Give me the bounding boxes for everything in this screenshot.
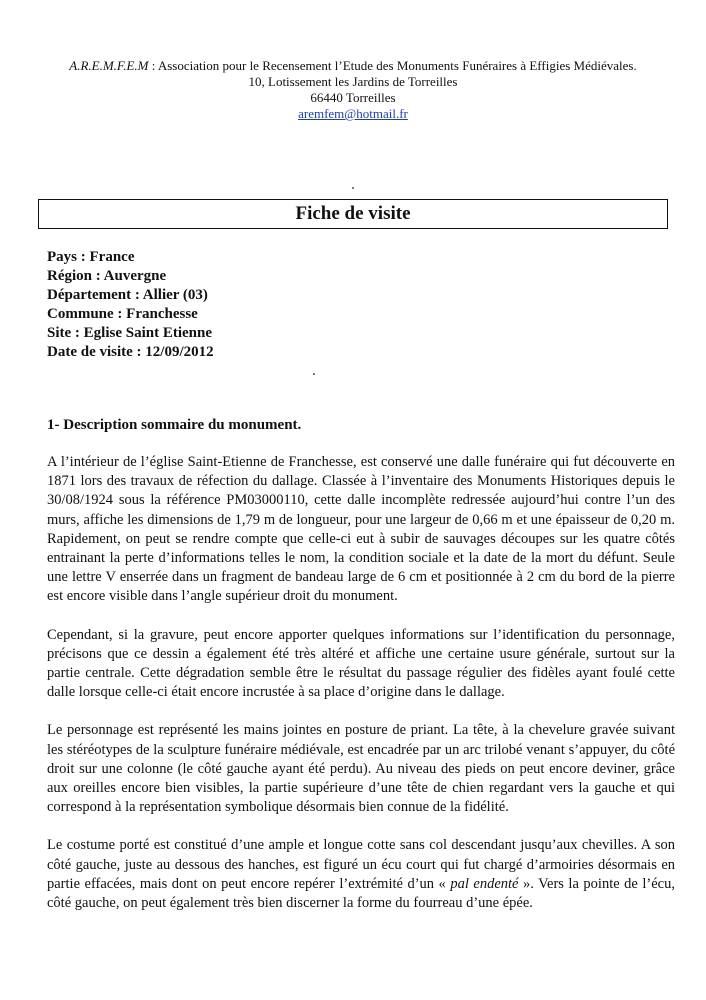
address-line-2: 66440 Torreilles — [310, 90, 396, 105]
paragraph-4-text-b: ». Vers la pointe de l’écu, côté gauche, on peut également très bien discerner la forme du fourreau d’une épée. — [47, 875, 675, 912]
email-link[interactable]: aremfem@hotmail.fr — [298, 106, 408, 121]
address-line-1: 10, Lotissement les Jardins de Torreilles — [248, 74, 458, 89]
paragraph-3: Le personnage est représenté les mains jointes en posture de priant. La tête, à la chevelure gravée suivant les stéréotypes de la sculpture funéraire médiévale, est encadrée par un arc trilobé venant s’appuyer, du côté droit sur une colonne (le côté gauche ayant été perdu). Au niveau des pieds on peut encore deviner, grâce aux oreilles encore bien visibles, la partie supérieure d’une tête de chien regardant vers la gauche et qui correspond à la représentation symbolique désormais bien connue de la fidélité. — [47, 722, 675, 816]
paragraph-4-text-a: Le costume porté est constitué d’une ample et longue cotte sans col descendant jusqu’aux chevilles. A son côté gauche, juste au dessous des hanches, est figuré un écu court qui fut chargé d’armoiries désormais en partie effacées, mais dont on peut encore repérer l’extrémité d’un « — [47, 837, 675, 892]
org-line — [0, 58, 706, 74]
meta-commune: Commune : Franchesse — [47, 306, 198, 322]
meta-country: Pays : France — [47, 249, 135, 265]
meta-visit-date: Date de visite : 12/09/2012 — [47, 344, 214, 360]
scan-speck — [313, 373, 315, 375]
paragraph-4-italic-term: pal endenté — [450, 875, 519, 892]
paragraph-4 — [47, 836, 675, 913]
section-heading: 1- Description sommaire du monument. — [47, 417, 302, 433]
scan-speck — [352, 187, 354, 189]
org-abbreviation: A.R.E.M.F.E.M — [69, 58, 149, 73]
paragraph-2: Cependant, si la gravure, peut encore apporter quelques informations sur l’identification du personnage, précisons que ce dessin a également été très altéré et affiche une certaine usure générale, surtout sur la partie centrale. Cette dégradation semble être le résultat du passage régulier des fidèles ayant foulé cette dalle lorsque celle-ci était encore incrustée à sa place d’origine dans le dallage. — [47, 626, 675, 701]
visit-metadata — [47, 248, 214, 362]
document-title: Fiche de visite — [38, 199, 668, 229]
section-body — [47, 453, 675, 932]
meta-department: Département : Allier (03) — [47, 287, 208, 303]
meta-site: Site : Eglise Saint Etienne — [47, 325, 213, 341]
letterhead — [0, 58, 706, 122]
meta-region: Région : Auvergne — [47, 268, 167, 284]
org-full-name: : Association pour le Recensement l’Etude des Monuments Funéraires à Effigies Médiévales. — [148, 58, 637, 73]
paragraph-1: A l’intérieur de l’église Saint-Etienne de Franchesse, est conservé une dalle funéraire qui fut découverte en 1871 lors des travaux de réfection du dallage. Classée à l’inventaire des Monuments Historiques depuis le 30/08/1924 sous la référence PM03000110, cette dalle incomplète redressée aujourd’hui contre l’un des murs, affiche les dimensions de 1,79 m de longueur, pour une largeur de 0,66 m et une épaisseur de 0,20 m. Rapidement, on peut se rendre compte que celle-ci eut à subir de sauvages découpes sur les quatre côtés entrainant la perte d’informations telles le nom, la condition sociale et la date de la mort du défunt. Seule une lettre V enserrée dans un fragment de bandeau large de 6 cm et positionnée à 2 cm du bord de la pierre est encore visible dans l’angle supérieur droit du monument. — [47, 454, 675, 605]
